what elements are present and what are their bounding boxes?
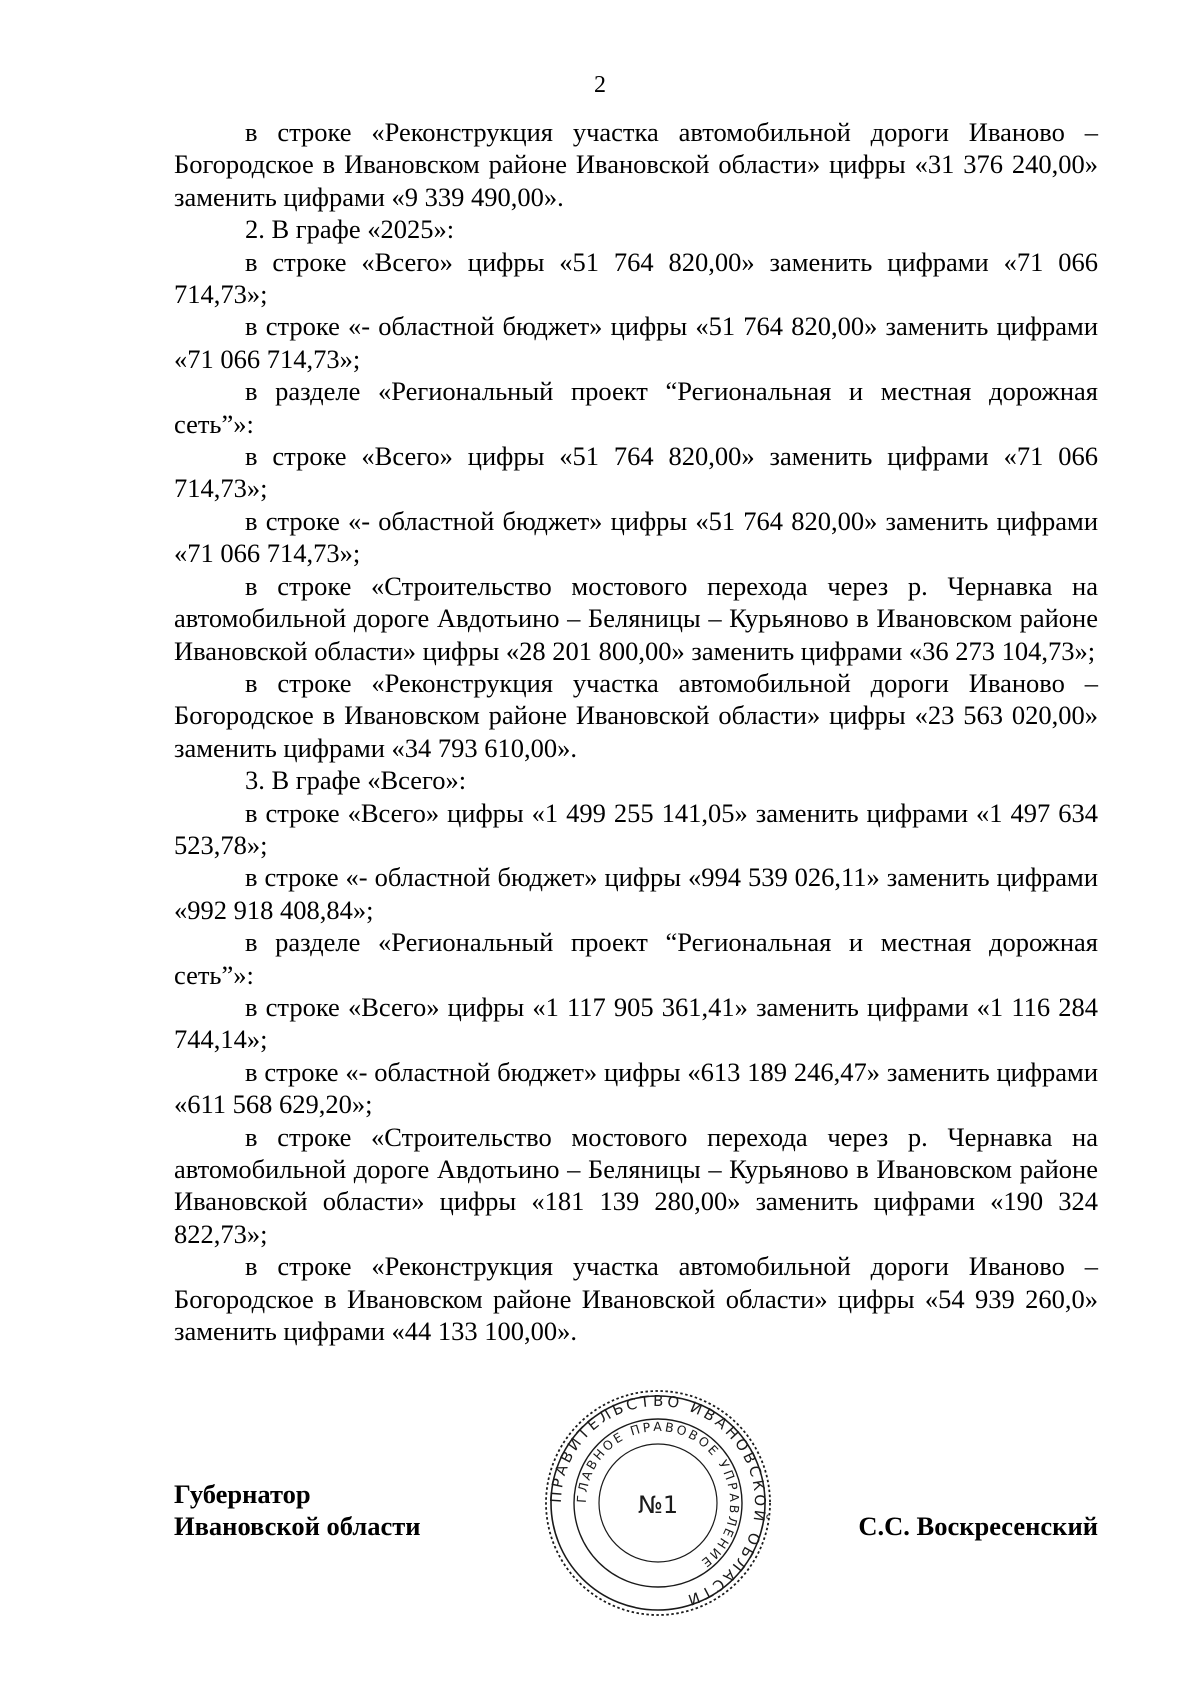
paragraph: в строке «Строительство мостового перехода через р. Чернавка на автомобильной дороге Авдотьино – Беляницы – Курьяново в Ивановском районе Ивановской области» цифры «181 139 280,00» заменить цифрами «190 324 822,73»;	[174, 1121, 1098, 1249]
paragraph: 2. В графе «2025»:	[245, 214, 455, 245]
seal-outer-text: ПРАВИТЕЛЬСТВО ИВАНОВСКОЙ ОБЛАСТИ	[546, 1391, 770, 1610]
signatory-title-line: Ивановской области	[174, 1511, 421, 1541]
paragraph: 3. В графе «Всего»:	[245, 765, 467, 796]
signatory-name: С.С. Воскресенский	[858, 1511, 1098, 1541]
signatory-title-line: Губернатор	[174, 1479, 311, 1509]
paragraph: в строке «Реконструкция участка автомобильной дороги Иваново – Богородское в Ивановском районе Ивановской области» цифры «23 563 020,00» заменить цифрами «34 793 610,00».	[174, 667, 1098, 763]
paragraph: в строке «Реконструкция участка автомобильной дороги Иваново – Богородское в Ивановском районе Ивановской области» цифры «31 376 240,00» заменить цифрами «9 339 490,00».	[174, 117, 1098, 212]
paragraph: в строке «Строительство мостового перехода через р. Чернавка на автомобильной дороге Авдотьино – Беляницы – Курьяново в Ивановском районе Ивановской области» цифры «28 201 800,00» заменить цифрами «36 273 104,73»;	[174, 570, 1098, 666]
seal-inner-text: ГЛАВНОЕ ПРАВОВОЕ УПРАВЛЕНИЕ	[573, 1418, 743, 1572]
paragraph: в разделе «Региональный проект “Региональная и местная дорожная сеть”»:	[174, 376, 1098, 439]
paragraph: в разделе «Региональный проект “Региональная и местная дорожная сеть”»:	[174, 927, 1098, 990]
paragraph: в строке «Всего» цифры «51 764 820,00» заменить цифрами «71 066 714,73»;	[174, 441, 1098, 504]
page-number: 2	[594, 72, 606, 98]
seal-number: №1	[637, 1491, 679, 1519]
paragraph: в строке «Всего» цифры «1 499 255 141,05» заменить цифрами «1 497 634 523,78»;	[174, 797, 1098, 860]
paragraph: в строке «- областной бюджет» цифры «613 189 246,47» заменить цифрами «611 568 629,20»;	[174, 1056, 1098, 1120]
body-text	[174, 116, 1098, 1347]
paragraph: в строке «- областной бюджет» цифры «51 764 820,00» заменить цифрами «71 066 714,73»;	[174, 505, 1098, 569]
paragraph: в строке «Реконструкция участка автомобильной дороги Иваново – Богородское в Ивановском районе Ивановской области» цифры «54 939 260,0» заменить цифрами «44 133 100,00».	[174, 1251, 1098, 1347]
paragraph: в строке «- областной бюджет» цифры «51 764 820,00» заменить цифрами «71 066 714,73»;	[174, 311, 1098, 374]
paragraph: в строке «- областной бюджет» цифры «994 539 026,11» заменить цифрами «992 918 408,84»;	[174, 862, 1098, 925]
paragraph: в строке «Всего» цифры «1 117 905 361,41» заменить цифрами «1 116 284 744,14»;	[174, 991, 1098, 1055]
official-seal	[544, 1389, 772, 1617]
paragraph: в строке «Всего» цифры «51 764 820,00» заменить цифрами «71 066 714,73»;	[174, 246, 1098, 310]
